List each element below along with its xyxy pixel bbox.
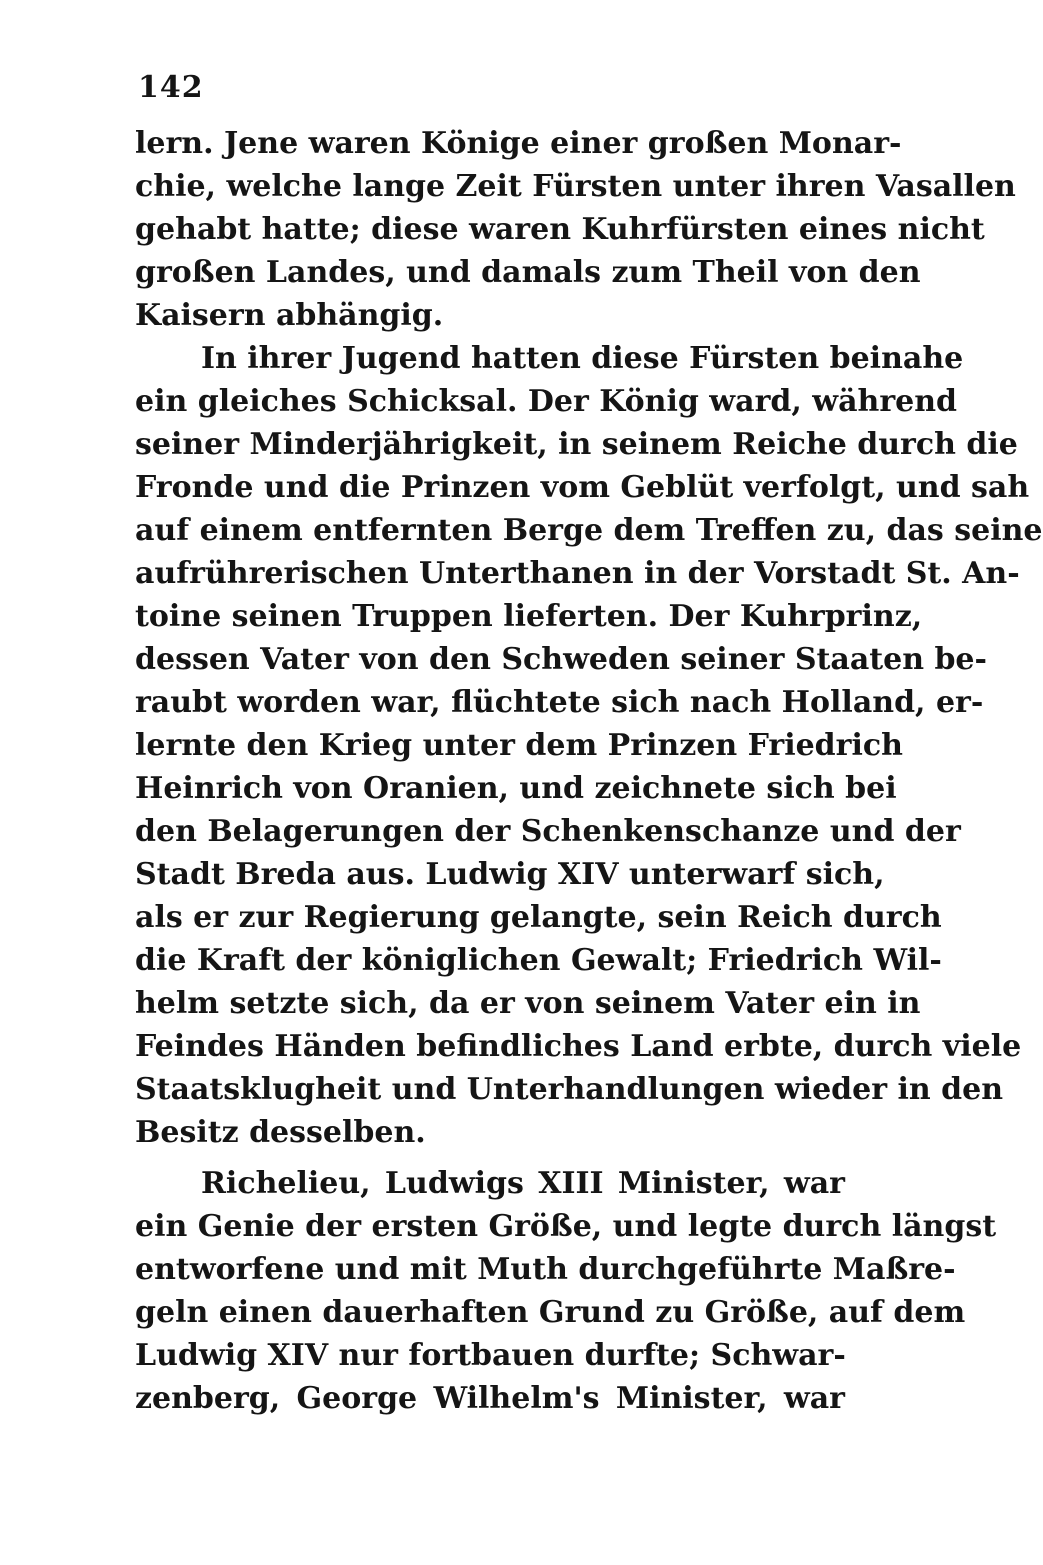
text-line: helm setzte sich, da er von seinem Vater ein in <box>135 986 921 1021</box>
text-line: gehabt hatte; diese waren Kuhrfürsten eines nicht <box>135 212 985 247</box>
text-line: Ludwig XIV nur fortbauen durfte; Schwar- <box>135 1338 846 1373</box>
page-number: 142 <box>138 70 204 105</box>
text-line: ein gleiches Schicksal. Der König ward, während <box>135 384 957 419</box>
text-line: Stadt Breda aus. Ludwig XIV unterwarf sich, <box>135 857 885 892</box>
text-line: Kaisern abhängig. <box>135 298 444 333</box>
text-line: chie, welche lange Zeit Fürsten unter ihren Vasallen <box>135 169 1016 204</box>
text-line: zenberg, George Wilhelm's Minister, war <box>135 1381 845 1416</box>
text-line: Fronde und die Prinzen vom Geblüt verfolgt, und sah <box>135 470 1030 505</box>
text-line: Besitz desselben. <box>135 1115 426 1150</box>
text-line: den Belagerungen der Schenkenschanze und der <box>135 814 961 849</box>
text-line: auf einem entfernten Berge dem Treffen zu, das seine <box>135 513 1043 548</box>
text-line: In ihrer Jugend hatten diese Fürsten beinahe <box>201 341 964 376</box>
text-line: toine seinen Truppen lieferten. Der Kuhrprinz, <box>135 599 923 634</box>
text-line: raubt worden war, flüchtete sich nach Holland, er- <box>135 685 984 720</box>
text-line: als er zur Regierung gelangte, sein Reich durch <box>135 900 942 935</box>
text-line: Richelieu, Ludwigs XIII Minister, war <box>201 1166 845 1201</box>
text-line: entworfene und mit Muth durchgeführte Maßre- <box>135 1252 956 1287</box>
text-line: lern. Jene waren Könige einer großen Monar- <box>135 126 902 161</box>
text-line: ein Genie der ersten Größe, und legte durch längst <box>135 1209 997 1244</box>
body-text <box>135 122 1043 1420</box>
text-line: Feindes Händen befindliches Land erbte, durch viele <box>135 1029 1022 1064</box>
text-line: seiner Minderjährigkeit, in seinem Reiche durch die <box>135 427 1018 462</box>
text-line: die Kraft der königlichen Gewalt; Friedrich Wil- <box>135 943 942 978</box>
text-line: geln einen dauerhaften Grund zu Größe, auf dem <box>135 1295 966 1330</box>
text-line: lernte den Krieg unter dem Prinzen Friedrich <box>135 728 903 763</box>
text-line: großen Landes, und damals zum Theil von den <box>135 255 921 290</box>
text-line: Heinrich von Oranien, und zeichnete sich bei <box>135 771 897 806</box>
text-line: dessen Vater von den Schweden seiner Staaten be- <box>135 642 987 677</box>
text-line: aufrührerischen Unterthanen in der Vorstadt St. An- <box>135 556 1020 591</box>
text-line: Staatsklugheit und Unterhandlungen wieder in den <box>135 1072 1004 1107</box>
